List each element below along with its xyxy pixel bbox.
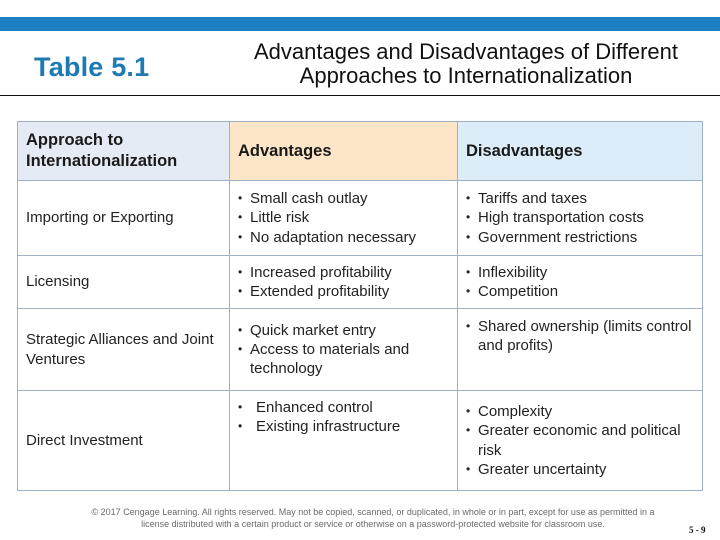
disadvantage-item: • Greater economic and political risk xyxy=(466,421,694,460)
advantages-cell xyxy=(230,256,458,309)
table-row xyxy=(18,391,703,491)
disadvantages-cell xyxy=(458,309,703,391)
advantages-cell xyxy=(230,181,458,256)
top-accent-bar xyxy=(0,17,720,31)
advantage-item: • Enhanced control xyxy=(238,398,449,417)
disadvantage-item: • Tariffs and taxes xyxy=(466,189,694,208)
approach-cell: Licensing xyxy=(18,256,230,309)
table-label: Table 5.1 xyxy=(34,52,150,82)
disadvantage-item: • Complexity xyxy=(466,402,694,421)
title-divider xyxy=(0,95,720,96)
table-row xyxy=(18,181,703,256)
disadvantage-item: • Shared ownership (limits control and profits) xyxy=(466,317,694,356)
disadvantage-item: • Inflexibility xyxy=(466,263,694,282)
table-row xyxy=(18,256,703,309)
advantage-item: • Little risk xyxy=(238,208,449,227)
disadvantage-item: • Competition xyxy=(466,282,694,301)
disadvantage-item: • High transportation costs xyxy=(466,208,694,227)
approach-cell: Direct Investment xyxy=(18,391,230,491)
advantage-item: • Existing infrastructure xyxy=(238,417,449,436)
advantage-item: • Increased profitability xyxy=(238,263,449,282)
advantage-item: • Quick market entry xyxy=(238,321,449,340)
advantages-cell xyxy=(230,309,458,391)
advantage-item: • Access to materials and technology xyxy=(238,340,449,379)
table-row xyxy=(18,309,703,391)
page-number: 5 - 9 xyxy=(689,525,706,535)
disadvantage-item: • Government restrictions xyxy=(466,228,694,247)
approach-cell: Importing or Exporting xyxy=(18,181,230,256)
header-disadvantages: Disadvantages xyxy=(458,122,703,181)
advantage-item: • No adaptation necessary xyxy=(238,228,449,247)
table-header-row xyxy=(18,122,703,181)
approach-cell: Strategic Alliances and Joint Ventures xyxy=(18,309,230,391)
disadvantages-cell xyxy=(458,256,703,309)
advantages-cell xyxy=(230,391,458,491)
internationalization-table xyxy=(17,121,703,491)
disadvantages-cell xyxy=(458,391,703,491)
advantage-item: • Small cash outlay xyxy=(238,189,449,208)
slide-title: Advantages and Disadvantages of Different Approaches to Internationalization xyxy=(254,39,678,88)
copyright-notice: © 2017 Cengage Learning. All rights reserved. May not be copied, scanned, or duplicated, in whole or in part, except for use as permitted in a license distributed with a certain product or service or otherwise on a password-protected website for classroom use. xyxy=(91,507,655,529)
disadvantages-cell xyxy=(458,181,703,256)
header-approach: Approach to Internationalization xyxy=(18,122,230,181)
advantage-item: • Extended profitability xyxy=(238,282,449,301)
disadvantage-item: • Greater uncertainty xyxy=(466,460,694,479)
header-advantages: Advantages xyxy=(230,122,458,181)
